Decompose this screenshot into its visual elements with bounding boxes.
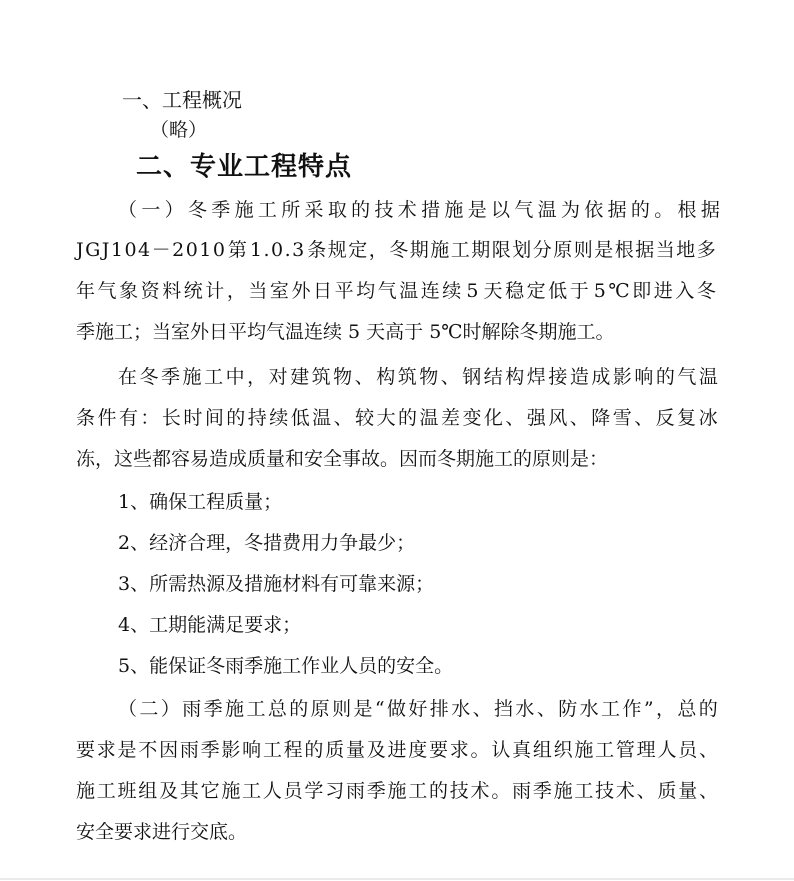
paragraph-2-line-2: 条 件 有 ： 长 时 间 的 持 续 低 温 、 较 大 的 温 差 变 化 、 强 风 、 降 雪 、 反 复 冰 [76,407,718,429]
paragraph-3-line-3: 施 工 班 组 及 其 它 施 工 人 员 学 习 雨 季 施 工 的 技 术 。 雨 季 施 工 技 术 、 质 量 、 [76,780,718,802]
paragraph-1-line-3: 年 气 象 资 料 统 计 ， 当 室 外 日 平 均 气 温 连 续 5 天 稳 定 低 于 5 ℃ 即 进 入 冬 [76,280,716,302]
principle-item: 1、确保工程质量； [118,491,283,513]
paragraph-2-line-1: 在 冬 季 施 工 中 ， 对 建 筑 物 、 构 筑 物 、 钢 结 构 焊 接 造 成 影 响 的 气 温 [118,366,718,388]
paragraph-3-line-4: 安全要求进行交底。 [76,821,248,843]
paragraph-3-line-2: 要 求 是 不 因 雨 季 影 响 工 程 的 质 量 及 进 度 要 求 。 认 真 组 织 施 工 管 理 人 员 、 [76,739,718,761]
paragraph-2-line-3: 冻，这些都容易造成质量和安全事故。因而冬期施工的原则是： [76,448,609,470]
section-heading-overview: 一、工程概况 [122,88,242,112]
paragraph-1-line-2: J G J 1 0 4 － 2 0 1 0 第 1 . 0 . 3 条 规 定 ， 冬 期 施 工 期 限 划 分 原 则 是 根 据 当 地 多 [76,239,716,261]
principle-item: 4、工期能满足要求； [118,614,302,636]
paragraph-1-line-1: （ 一 ） 冬 季 施 工 所 采 取 的 技 术 措 施 是 以 气 温 为 依 据 的 。 根 据 [118,199,720,221]
principle-item: 2、经济合理，冬措费用力争最少； [118,532,416,554]
section-overview-note: （略） [150,119,208,141]
principle-item: 5、能保证冬雨季施工作业人员的安全。 [118,655,454,677]
page-bottom-edge [0,878,794,880]
paragraph-3-line-1: （ 二 ） 雨 季 施 工 总 的 原 则 是 “ 做 好 排 水 、 挡 水 、 防 水 工 作 ” ， 总 的 [118,698,718,720]
paragraph-1-line-4: 季施工；当室外日平均气温连续 5 天高于 5℃时解除冬期施工。 [76,321,615,343]
section-heading-characteristics: 二、专业工程特点 [136,152,353,182]
principle-item: 3、所需热源及措施材料有可靠来源； [118,573,435,595]
